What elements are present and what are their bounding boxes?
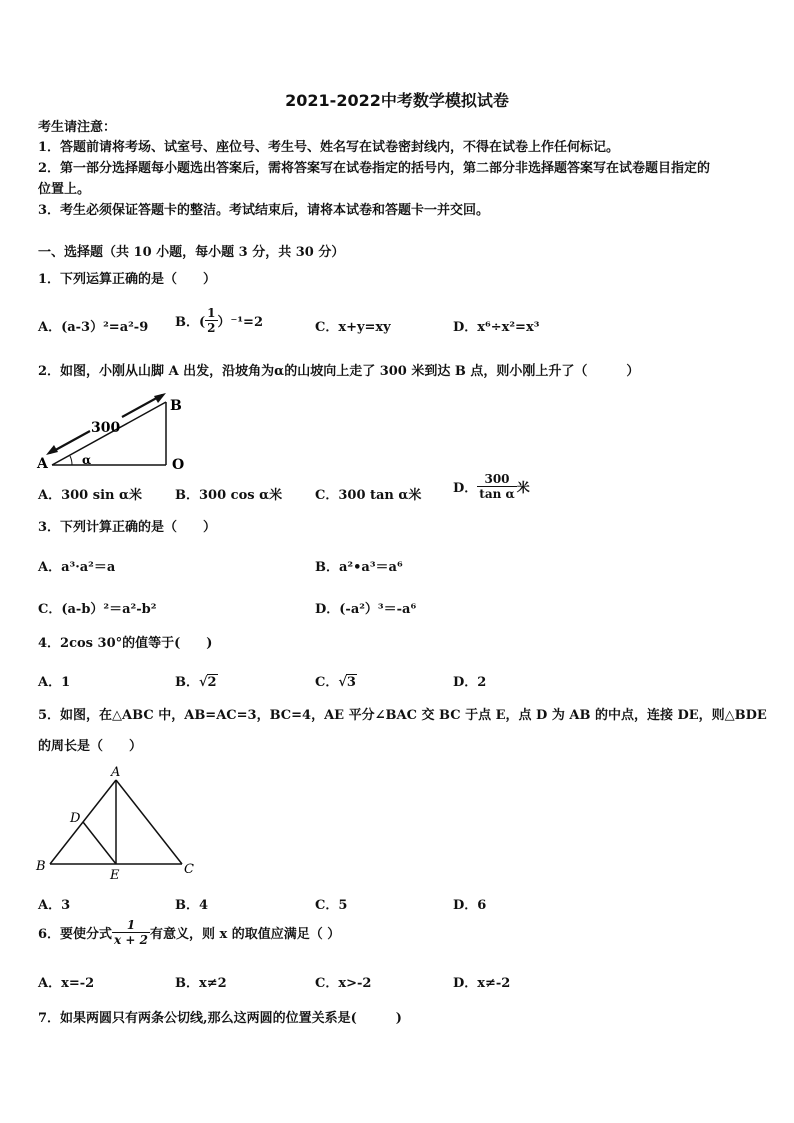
section-heading: 一、选择题（共 10 小题，每小题 3 分，共 30 分） <box>38 245 345 260</box>
label-d: D <box>70 811 81 826</box>
option-b: B．( $\frac{1}{2}$ ）⁻¹=2 <box>175 306 263 335</box>
option-a: A．3 <box>38 898 71 913</box>
notice-item: 1．答题前请将考场、试室号、座位号、考生号、姓名写在试卷密封线内，不得在试卷上作任何标记。 <box>38 140 620 155</box>
option-c: C．(a-b）²＝a²-b² <box>38 602 157 617</box>
label-alpha: α <box>82 453 92 467</box>
label-b: B <box>36 859 46 874</box>
option-a: A．x=-2 <box>38 976 95 991</box>
label-o: O <box>172 457 185 472</box>
label-a: A <box>37 456 48 472</box>
option-b: B．x≠2 <box>175 976 227 991</box>
option-c: C．5 <box>315 898 348 913</box>
option-b: B．300 cos α米 <box>175 488 283 503</box>
option-c: C．√3 <box>315 675 356 690</box>
notice-heading: 考生请注意： <box>38 120 117 135</box>
label-a: A <box>111 765 121 780</box>
notice-item: 位置上。 <box>38 182 91 197</box>
option-a: A．1 <box>38 675 71 690</box>
label-b: B <box>170 398 182 414</box>
option-a: A．300 sin α米 <box>38 488 142 503</box>
triangle-figure <box>34 762 204 882</box>
label-length: 300 <box>91 420 121 436</box>
option-c: C．300 tan α米 <box>315 488 422 503</box>
option-d: D．2 <box>453 675 487 690</box>
question-stem: 7．如果两圆只有两条公切线,那么这两圆的位置关系是( ) <box>38 1011 402 1026</box>
slope-figure <box>34 390 194 472</box>
question-stem: 4．2cos 30°的值等于( ) <box>38 636 213 651</box>
option-c: C．x>-2 <box>315 976 372 991</box>
option-d: D．(-a²）³＝-a⁶ <box>315 602 417 617</box>
notice-item: 3．考生必须保证答题卡的整洁。考试结束后，请将本试卷和答题卡一并交回。 <box>38 203 490 218</box>
option-d: D．x⁶÷x²=x³ <box>453 320 540 335</box>
option-d: D． $\frac{300}{\text{tan α}}$ 米 <box>453 472 530 501</box>
option-b: B．√2 <box>175 675 217 690</box>
option-a: A．a³·a²＝a <box>38 560 116 575</box>
question-stem: 2．如图，小刚从山脚 A 出发，沿坡角为α的山坡向上走了 300 米到达 B 点，则小刚上升了（ ） <box>38 364 640 379</box>
option-b: B．4 <box>175 898 209 913</box>
option-a: A．(a-3）²=a²-9 <box>38 320 149 335</box>
option-c: C．x+y=xy <box>315 320 391 335</box>
option-b: B．a²•a³＝a⁶ <box>315 560 403 575</box>
question-stem: 6．要使分式 $\frac{1}{x + 2}$ 有意义，则 x 的取值应满足（ ） <box>38 918 341 947</box>
question-stem-continued: 的周长是（ ） <box>38 739 143 754</box>
question-stem: 5．如图，在△ABC 中，AB=AC=3，BC=4，AE 平分∠BAC 交 BC 于点 E，点 D 为 AB 的中点，连接 DE，则△BDE <box>38 708 767 723</box>
page-title: 2021-2022中考数学模拟试卷 <box>285 91 509 110</box>
option-d: D．x≠-2 <box>453 976 511 991</box>
option-d: D．6 <box>453 898 487 913</box>
label-c: C <box>184 862 194 877</box>
label-e: E <box>110 868 120 882</box>
question-stem: 1．下列运算正确的是（ ） <box>38 272 217 287</box>
notice-item: 2．第一部分选择题每小题选出答案后，需将答案写在试卷指定的括号内，第二部分非选择题答案写在试卷题目指定的 <box>38 161 711 176</box>
question-stem: 3．下列计算正确的是（ ） <box>38 520 217 535</box>
